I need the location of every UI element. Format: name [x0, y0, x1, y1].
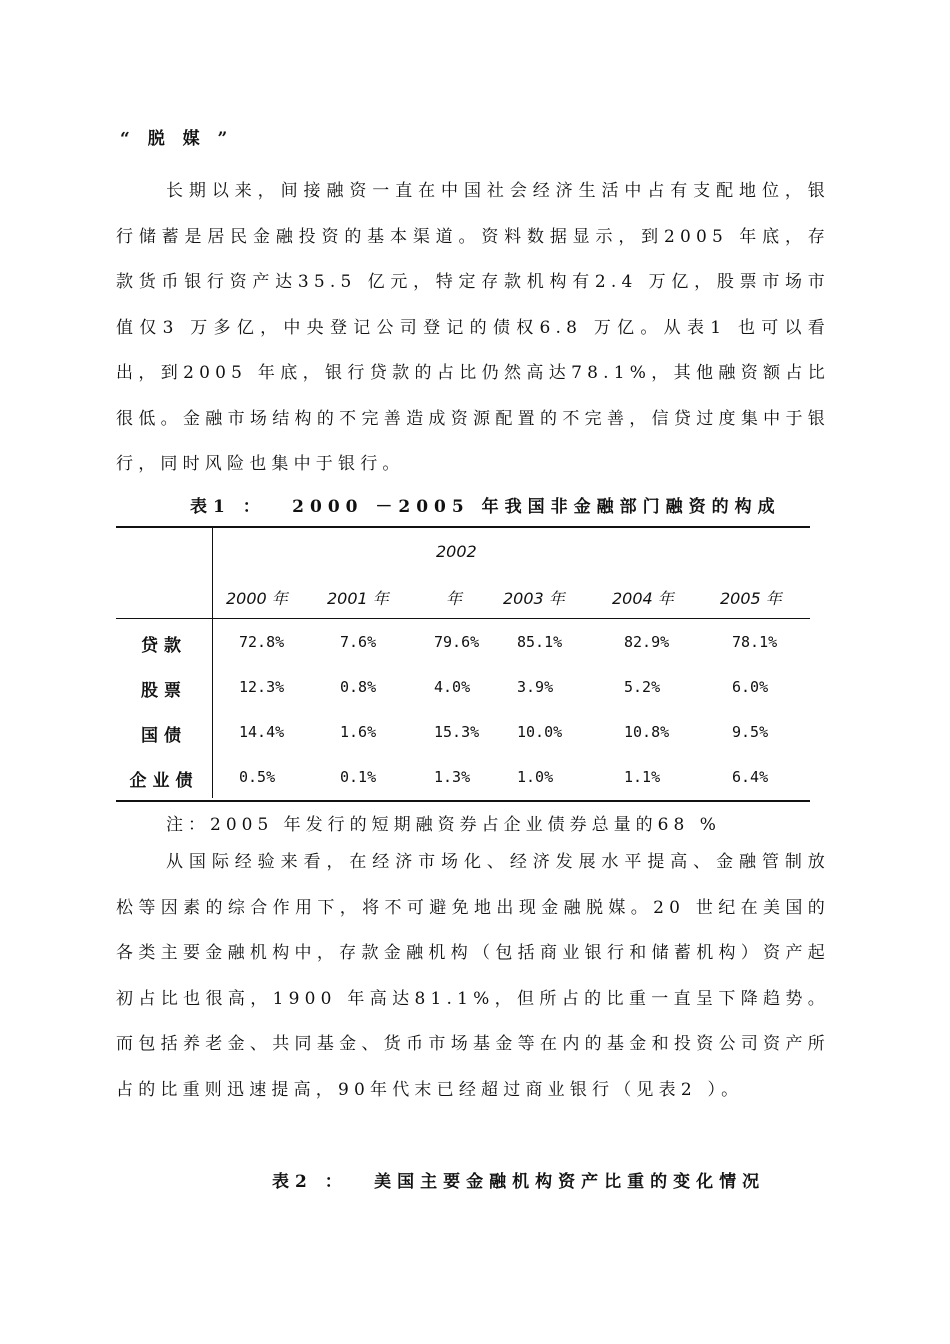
table2-caption: 表2 ： 美国主要金融机构资产比重的变化情况 — [272, 1172, 766, 1192]
table1-header-cell: 年 — [446, 589, 463, 608]
table1-cell: 1.0% — [517, 768, 554, 786]
table1-vertical-rule — [212, 528, 213, 798]
table1-cell: 0.5% — [239, 768, 276, 786]
table1-cell: 14.4% — [239, 723, 285, 741]
table1-header-cell: 2004 年 — [612, 589, 674, 608]
table1-note: 注：2005 年发行的短期融资券占企业债券总量的68 % — [166, 815, 721, 835]
table1-cell: 82.9% — [624, 633, 670, 651]
table1 — [116, 526, 810, 802]
table1-cell: 78.1% — [732, 633, 778, 651]
table1-cell: 79.6% — [434, 633, 480, 651]
table1-row-label: 国债 — [141, 726, 187, 746]
table1-cell: 7.6% — [340, 633, 377, 651]
table1-caption: 表1 ： 2000 －2005 年我国非金融部门融资的构成 — [190, 497, 781, 517]
table1-cell: 15.3% — [434, 723, 480, 741]
table1-row-label: 股票 — [141, 681, 187, 701]
table1-cell: 10.8% — [624, 723, 670, 741]
table1-cell: 1.6% — [340, 723, 377, 741]
table1-cell: 0.1% — [340, 768, 377, 786]
table1-cell: 6.0% — [732, 678, 769, 696]
table1-header-rule — [116, 618, 810, 619]
table1-header-cell: 2005 年 — [720, 589, 782, 608]
table1-header-top: 2002 — [436, 542, 477, 561]
table1-cell: 4.0% — [434, 678, 471, 696]
table1-row-label: 贷款 — [141, 636, 187, 656]
table1-cell: 0.8% — [340, 678, 377, 696]
table1-cell: 1.1% — [624, 768, 661, 786]
table1-header-cell: 2003 年 — [503, 589, 565, 608]
table1-cell: 12.3% — [239, 678, 285, 696]
table1-cell: 1.3% — [434, 768, 471, 786]
table1-cell: 5.2% — [624, 678, 661, 696]
table1-cell: 3.9% — [517, 678, 554, 696]
table1-cell: 9.5% — [732, 723, 769, 741]
table1-row-label: 企业债 — [129, 771, 199, 791]
table1-cell: 85.1% — [517, 633, 563, 651]
table1-cell: 10.0% — [517, 723, 563, 741]
section-heading: “ 脱 媒 ” — [120, 129, 234, 149]
table1-cell: 6.4% — [732, 768, 769, 786]
paragraph-1: 长期以来，间接融资一直在中国社会经济生活中占有支配地位，银行储蓄是居民金融投资的基本渠道。资料数据显示，到2005 年底，存款货币银行资产达35.5 亿元，特定存款机构有2.4 万亿，股票市场市值仅3 万多亿，中央登记公司登记的债权6.8 万亿。从表1 也可以看出，到2005 年底，银行贷款的占比仍然高达78.1%，其他融资额占比很低。金融市场结构的不完善造成资源配置的不完善，信贷过度集中于银行，同时风险也集中于银行。 — [116, 181, 830, 474]
table1-header-cell: 2000 年 — [226, 589, 288, 608]
table1-cell: 72.8% — [239, 633, 285, 651]
table1-header-cell: 2001 年 — [327, 589, 389, 608]
paragraph-2: 从国际经验来看，在经济市场化、经济发展水平提高、金融管制放松等因素的综合作用下，将不可避免地出现金融脱媒。20 世纪在美国的各类主要金融机构中，存款金融机构（包括商业银行和储蓄机构）资产起初占比也很高，1900 年高达81.1%，但所占的比重一直呈下降趋势。而包括养老金、共同基金、货币市场基金等在内的基金和投资公司资产所占的比重则迅速提高，90年代末已经超过商业银行（见表2 ）。 — [116, 852, 830, 1100]
